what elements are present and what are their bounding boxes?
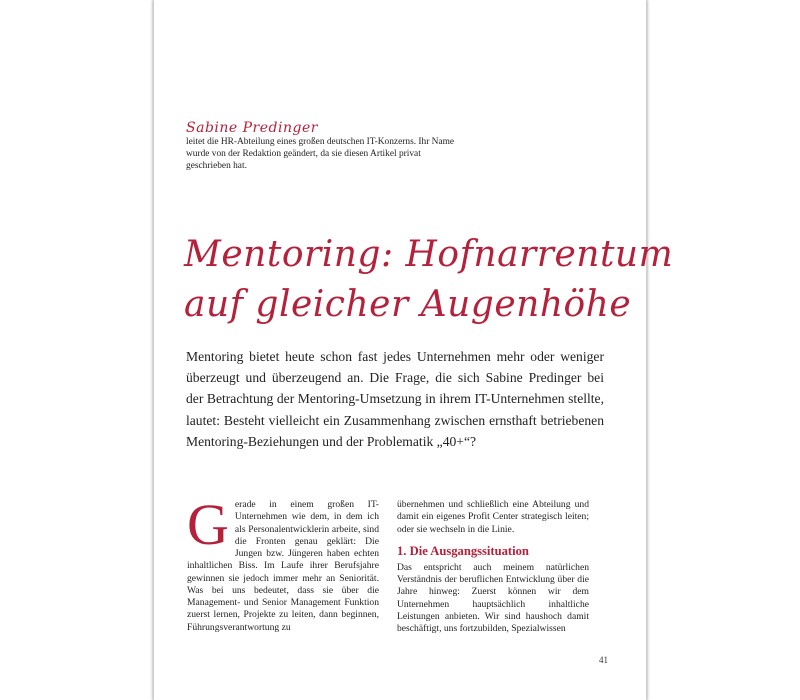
lead-line: überzeugt und überzeugend an. Die Frage, die sich Sabine Predinger bei <box>186 370 604 386</box>
document-page <box>153 0 674 700</box>
drop-cap: G <box>187 492 229 557</box>
body-column-right <box>397 499 589 635</box>
lead-line: der Betrachtung der Mentoring-Umsetzung in ihrem IT-Unternehmen stellte, <box>186 391 604 407</box>
article-title-line-2: auf gleicher Augenhöhe <box>184 284 632 325</box>
body-paragraph: übernehmen und schließlich eine Abteilung und damit ein eigenes Profit Center strategisch leiten; oder sie wechseln in die Linie. <box>397 499 589 535</box>
article-lead <box>186 346 604 452</box>
body-column-left <box>187 492 379 634</box>
body-paragraph: erade in einem großen IT-Unternehmen wie dem, in dem ich als Personalentwicklerin arbeite, sind die Fronten genau geklärt: Die Jungen bzw. Jüngeren haben echten inhaltlichen Biss. Im Laufe ihrer Berufsjahre gewinnen sie jedoch immer mehr an Seniorität. Was bei uns bedeutet, dass sie über die Management- und Senior Management Funktion zuerst lernen, Projekte zu leiten, dann beginnen, Führungsverantwortung zu <box>187 499 379 633</box>
lead-line: lautet: Besteht vielleicht ein Zusammenhang zwischen ernsthaft betriebenen <box>186 412 604 428</box>
author-bio: leitet die HR-Abteilung eines großen deutschen IT-Konzerns. Ihr Name wurde von der Redaktion geändert, da sie diesen Artikel privat geschrieben hat. <box>186 137 455 171</box>
lead-line: Mentoring bietet heute schon fast jedes Unternehmen mehr oder weniger <box>186 349 604 364</box>
body-paragraph: Das entspricht auch meinem natürlichen Verständnis der beruflichen Entwicklung über die Jahre hinweg: Zuerst können wir dem Unternehmen hauptsächlich inhaltliche Leistungen anbieten. Wir sind haushoch damit beschäftigt, uns fortzubilden, Spezialwissen <box>397 561 589 634</box>
page-number: 41 <box>599 655 608 665</box>
author-name: Sabine Predinger <box>186 120 318 136</box>
article-title <box>184 230 674 330</box>
article-title-line-1: Mentoring: Hofnarrentum <box>184 234 674 275</box>
lead-line: Mentoring-Beziehungen und der Problematik „40+“? <box>186 433 477 449</box>
section-heading: 1. Die Ausgangssituation <box>397 543 529 558</box>
